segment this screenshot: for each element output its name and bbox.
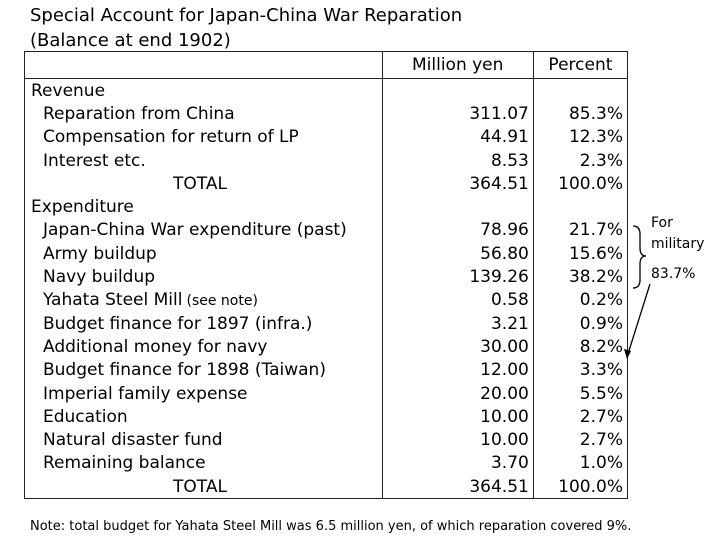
percent-cell: 2.3%	[533, 149, 627, 172]
table-row	[25, 335, 628, 358]
row-label-text: Remaining balance	[43, 453, 206, 474]
table-row	[25, 359, 628, 382]
annotation-label-line1: For	[651, 215, 673, 231]
annotation-label-line2: military	[651, 236, 705, 252]
row-label-text: Budget finance for 1897 (infra.)	[43, 313, 313, 334]
row-label-text: Education	[43, 406, 128, 427]
row-label	[25, 452, 383, 475]
section-heading-row	[25, 195, 628, 218]
table-row	[25, 382, 628, 405]
see-note-label: (see note)	[186, 292, 258, 309]
percent-cell: 12.3%	[533, 126, 627, 149]
table-row	[25, 405, 628, 428]
total-percent: 100.0%	[533, 172, 627, 195]
row-label-text: Imperial family expense	[43, 383, 248, 404]
table-row	[25, 242, 628, 265]
chart-title: Special Account for Japan-China War Reparation	[30, 5, 463, 26]
value-cell: 311.07	[382, 102, 533, 125]
row-label-text: Natural disaster fund	[43, 430, 223, 451]
percent-cell: 2.7%	[533, 405, 627, 428]
row-label-text: Interest etc.	[43, 150, 146, 171]
section-heading-revenue: Revenue	[25, 79, 383, 103]
percent-cell: 8.2%	[533, 335, 627, 358]
table-row	[25, 312, 628, 335]
table-row	[25, 452, 628, 475]
row-label-text: Compensation for return of LP	[43, 127, 299, 148]
row-label	[25, 219, 383, 242]
percent-cell: 15.6%	[533, 242, 627, 265]
row-label	[25, 265, 383, 288]
value-cell: 56.80	[382, 242, 533, 265]
row-label	[25, 405, 383, 428]
percent-cell: 21.7%	[533, 219, 627, 242]
row-label	[25, 289, 383, 312]
row-label-text: Budget finance for 1898 (Taiwan)	[43, 360, 326, 381]
value-cell: 78.96	[382, 219, 533, 242]
header-blank	[25, 52, 383, 79]
total-label: TOTAL	[25, 172, 383, 195]
row-label	[25, 242, 383, 265]
percent-cell: 1.0%	[533, 452, 627, 475]
total-label: TOTAL	[25, 475, 383, 499]
value-cell: 10.00	[382, 405, 533, 428]
value-cell: 3.21	[382, 312, 533, 335]
percent-cell: 38.2%	[533, 265, 627, 288]
row-label	[25, 382, 383, 405]
value-cell: 0.58	[382, 289, 533, 312]
percent-cell: 0.9%	[533, 312, 627, 335]
value-cell: 12.00	[382, 359, 533, 382]
section-blank	[533, 195, 627, 218]
percent-cell: 5.5%	[533, 382, 627, 405]
table-row	[25, 289, 628, 312]
section-blank	[382, 79, 533, 103]
curly-brace-icon	[633, 226, 646, 288]
row-label	[25, 149, 383, 172]
row-label	[25, 359, 383, 382]
row-label-text: Army buildup	[43, 243, 157, 264]
value-cell: 20.00	[382, 382, 533, 405]
total-value: 364.51	[382, 475, 533, 499]
total-value: 364.51	[382, 172, 533, 195]
value-cell: 10.00	[382, 428, 533, 451]
column-header-million-yen: Million yen	[382, 52, 533, 79]
value-cell: 30.00	[382, 335, 533, 358]
percent-cell: 85.3%	[533, 102, 627, 125]
value-cell: 44.91	[382, 126, 533, 149]
section-heading-expenditure: Expenditure	[25, 195, 383, 218]
value-cell: 3.70	[382, 452, 533, 475]
row-label-text: Yahata Steel Mill	[43, 289, 183, 310]
total-percent: 100.0%	[533, 475, 627, 499]
table-header-row	[25, 52, 628, 79]
footnote: Note: total budget for Yahata Steel Mill was 6.5 million yen, of which reparation covered 9%.	[30, 519, 632, 534]
table-row	[25, 102, 628, 125]
section-blank	[382, 195, 533, 218]
table-row	[25, 265, 628, 288]
row-label	[25, 428, 383, 451]
column-header-percent: Percent	[533, 52, 627, 79]
annotation-value: 83.7%	[651, 266, 696, 282]
table-row	[25, 126, 628, 149]
total-row	[25, 475, 628, 499]
table-row	[25, 149, 628, 172]
row-label-text: Japan-China War expenditure (past)	[43, 220, 347, 241]
percent-cell: 0.2%	[533, 289, 627, 312]
table-row	[25, 428, 628, 451]
row-label	[25, 102, 383, 125]
row-label	[25, 312, 383, 335]
row-label-text: Additional money for navy	[43, 336, 268, 357]
arrow-line	[627, 284, 650, 357]
percent-cell: 3.3%	[533, 359, 627, 382]
section-blank	[533, 79, 627, 103]
value-cell: 8.53	[382, 149, 533, 172]
table-row	[25, 219, 628, 242]
value-cell: 139.26	[382, 265, 533, 288]
row-label	[25, 126, 383, 149]
section-heading-row	[25, 79, 628, 103]
total-row	[25, 172, 628, 195]
reparation-table	[24, 51, 628, 499]
row-label-text: Navy buildup	[43, 267, 156, 288]
row-label-text: Reparation from China	[43, 103, 235, 124]
percent-cell: 2.7%	[533, 428, 627, 451]
chart-subtitle: (Balance at end 1902)	[30, 30, 231, 51]
row-label	[25, 335, 383, 358]
